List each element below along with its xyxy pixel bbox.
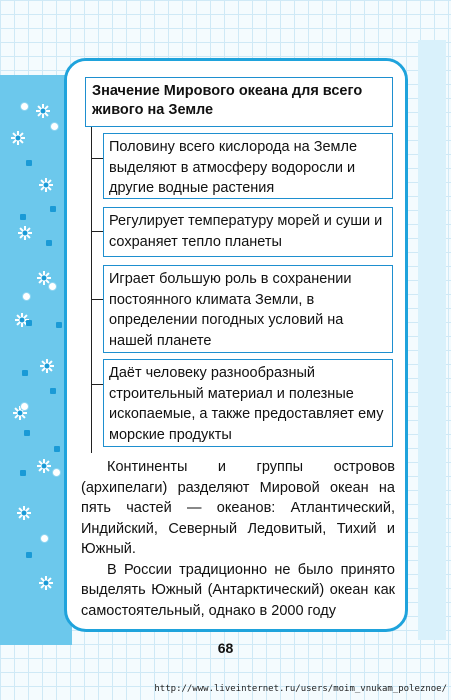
snowflake-icon — [35, 103, 51, 119]
snowflake-icon — [36, 458, 52, 474]
branch-line-4 — [91, 384, 103, 385]
diagram-item-2: Регулирует температуру морей и суши и сохраняет тепло планеты — [103, 207, 393, 257]
bubble-icon — [20, 402, 29, 411]
bubble-icon — [22, 292, 31, 301]
square-dot-icon — [24, 430, 30, 436]
diagram-item-1: Половину всего кислорода на Земле выделяют в атмосферу водоросли и другие водные растения — [103, 133, 393, 199]
diagram-title: Значение Мирового океана для всего живого на Земле — [85, 77, 393, 127]
square-dot-icon — [54, 446, 60, 452]
square-dot-icon — [56, 322, 62, 328]
branch-line-3 — [91, 299, 103, 300]
diagram-item-3: Играет большую роль в сохранении постоянного климата Земли, в определении погодных условий на нашей планете — [103, 265, 393, 353]
diagram-spine-line — [91, 127, 92, 453]
branch-line-2 — [91, 231, 103, 232]
snowflake-icon — [16, 505, 32, 521]
square-dot-icon — [26, 552, 32, 558]
snowflake-icon — [17, 225, 33, 241]
bubble-icon — [50, 122, 59, 131]
bubble-icon — [48, 282, 57, 291]
body-text — [81, 457, 395, 621]
square-dot-icon — [26, 320, 32, 326]
square-dot-icon — [20, 214, 26, 220]
paragraph-1: Континенты и группы островов (архипелаги) разделяют Мировой океан на пять частей — океанов: Атлантический, Индийский, Северный Ледовитый, Тихий и Южный. — [81, 459, 395, 557]
snowflake-icon — [39, 358, 55, 374]
branch-line-1 — [91, 158, 103, 159]
square-dot-icon — [50, 206, 56, 212]
square-dot-icon — [26, 160, 32, 166]
watermark-url: http://www.liveinternet.ru/users/moim_vnukam_poleznoe/ — [154, 684, 447, 694]
bubble-icon — [52, 468, 61, 477]
snowflake-icon — [38, 575, 54, 591]
right-decor-stripe — [418, 40, 446, 640]
left-decor-band — [0, 75, 72, 645]
bubble-icon — [40, 534, 49, 543]
square-dot-icon — [50, 388, 56, 394]
ocean-diagram — [67, 61, 405, 451]
content-card — [64, 58, 408, 632]
diagram-item-4: Даёт человеку разнообразный строительный материал и полезные ископаемые, а также предоставляет ему морские продукты — [103, 359, 393, 447]
paragraph-2: В России традиционно не было принято выделять Южный (Антарктический) океан как самостоятельный, однако в 2000 году — [81, 561, 395, 619]
square-dot-icon — [46, 240, 52, 246]
square-dot-icon — [22, 370, 28, 376]
snowflake-icon — [38, 177, 54, 193]
page-number: 68 — [217, 640, 234, 656]
square-dot-icon — [20, 470, 26, 476]
bubble-icon — [20, 102, 29, 111]
snowflake-icon — [10, 130, 26, 146]
